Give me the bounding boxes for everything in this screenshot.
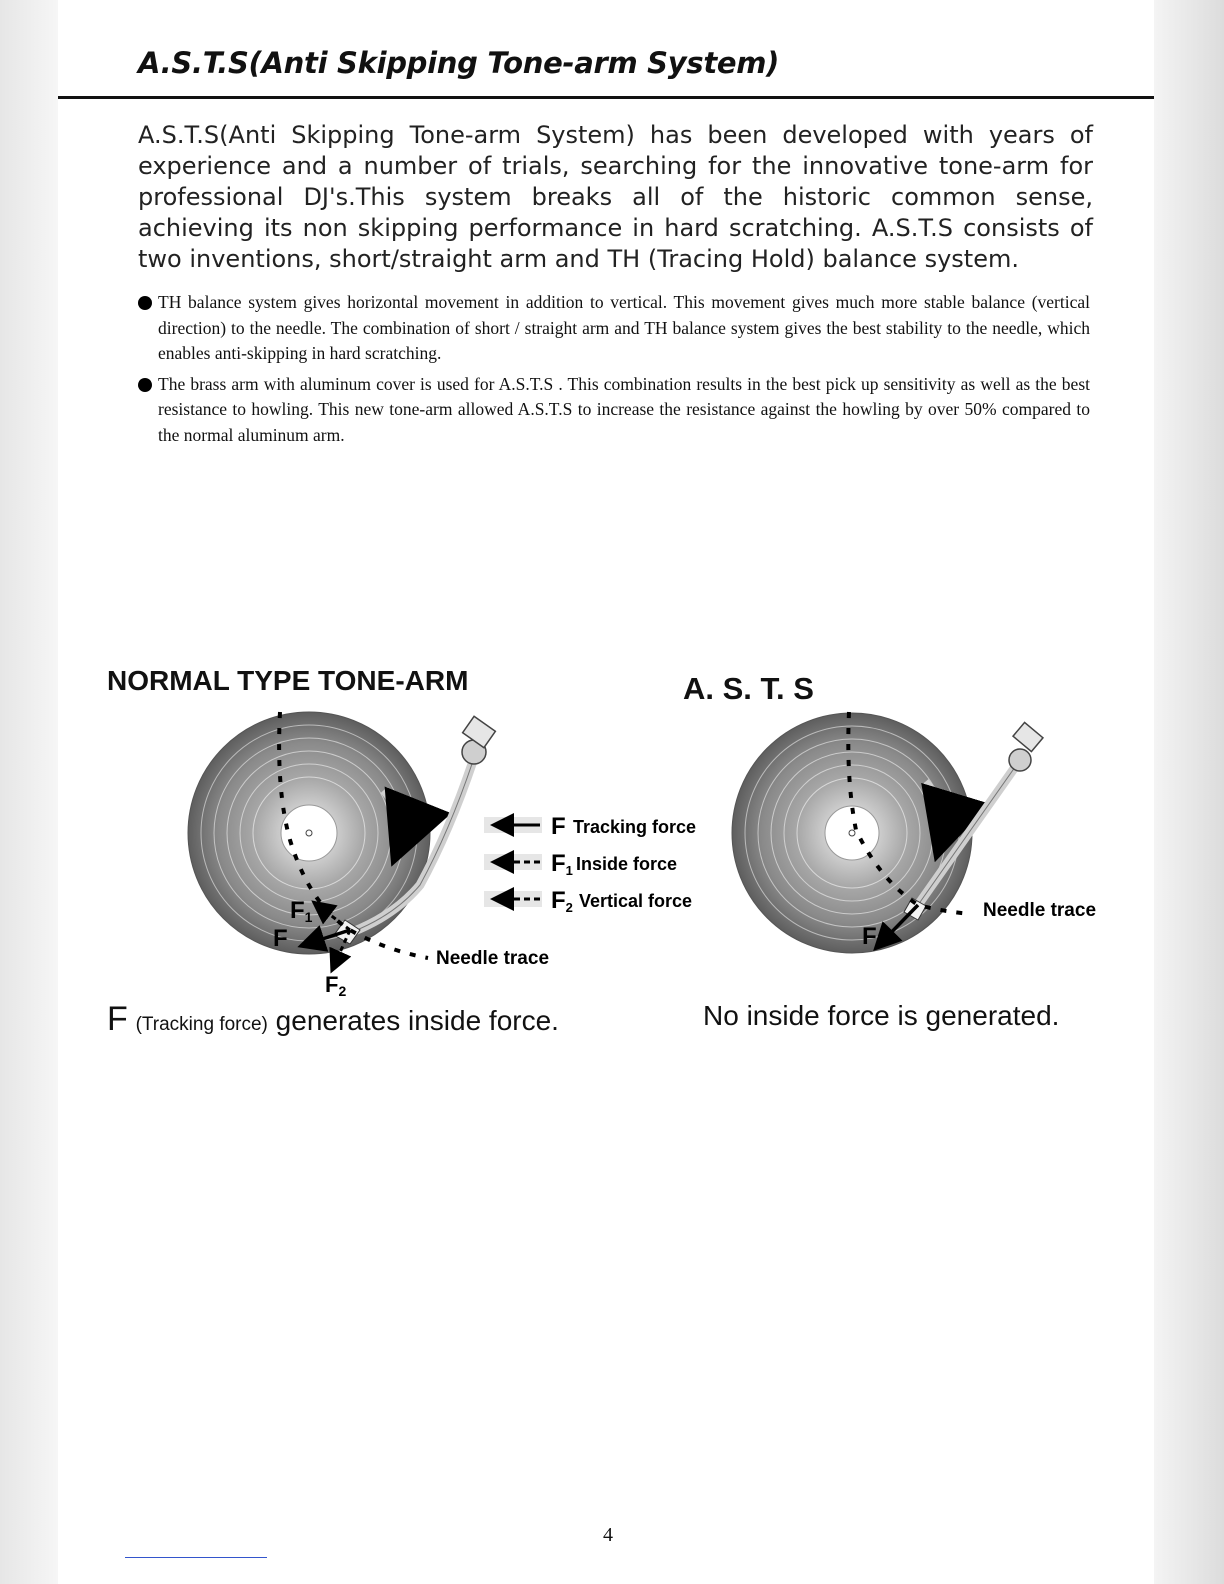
asts-record xyxy=(732,713,972,953)
caption-symbol: F xyxy=(107,1000,128,1038)
legend-label: Tracking force xyxy=(573,817,697,837)
feature-text: The brass arm with aluminum cover is used for A.S.T.S . This combination results in the best pick up sensitivity as well as the best resistance to howling. This new tone-arm allowed A.S.T.S to increase the resistance against the howling by over 50% compared to the normal aluminum arm. xyxy=(158,373,1090,445)
normal-label-f2: F2 xyxy=(325,972,347,999)
force-legend xyxy=(484,813,696,915)
normal-needle-trace-label: Needle trace xyxy=(436,948,550,969)
feature-text: TH balance system gives horizontal movement in addition to vertical. This movement gives much more stable balance (vertical direction) to the needle. The combination of short / straight arm and TH balance system gives the best stability to the needle, which enables anti-skipping in hard scratching. xyxy=(158,292,1090,363)
legend-tracking-force xyxy=(484,813,696,840)
legend-symbol: F xyxy=(551,813,566,840)
asts-diagram-title: A. S. T. S xyxy=(683,671,814,706)
caption-paren: (Tracking force) xyxy=(135,1014,268,1035)
legend-symbol: F1 xyxy=(551,850,573,878)
legend-label: Vertical force xyxy=(579,891,693,911)
scan-bottom-line xyxy=(125,1557,267,1558)
intro-paragraph: A.S.T.S(Anti Skipping Tone-arm System) has been developed with years of experience and a number of trials, searching for the innovative tone-arm for professional DJ's.This system breaks all of the historic common sense, achieving its non skipping performance in hard scratching. A.S.T.S consists of two inventions, short/straight arm and TH (Tracing Hold) balance system. xyxy=(138,121,1093,273)
normal-label-f: F xyxy=(273,925,288,952)
normal-caption xyxy=(107,1000,559,1039)
asts-caption: No inside force is generated. xyxy=(703,1000,1060,1031)
page-title: A.S.T.S(Anti Skipping Tone-arm System) xyxy=(138,46,780,80)
normal-diagram-title: NORMAL TYPE TONE-ARM xyxy=(107,665,469,696)
legend-label: Inside force xyxy=(576,854,678,874)
caption-text: generates inside force. xyxy=(275,1005,559,1036)
page-number: 4 xyxy=(603,1524,613,1546)
asts-needle-trace-label: Needle trace xyxy=(983,900,1097,921)
legend-vertical-force xyxy=(484,887,692,915)
legend-symbol: F2 xyxy=(551,887,573,915)
legend-inside-force xyxy=(484,850,677,878)
asts-label-f: F xyxy=(862,923,877,950)
normal-label-f1: F1 xyxy=(290,897,313,925)
